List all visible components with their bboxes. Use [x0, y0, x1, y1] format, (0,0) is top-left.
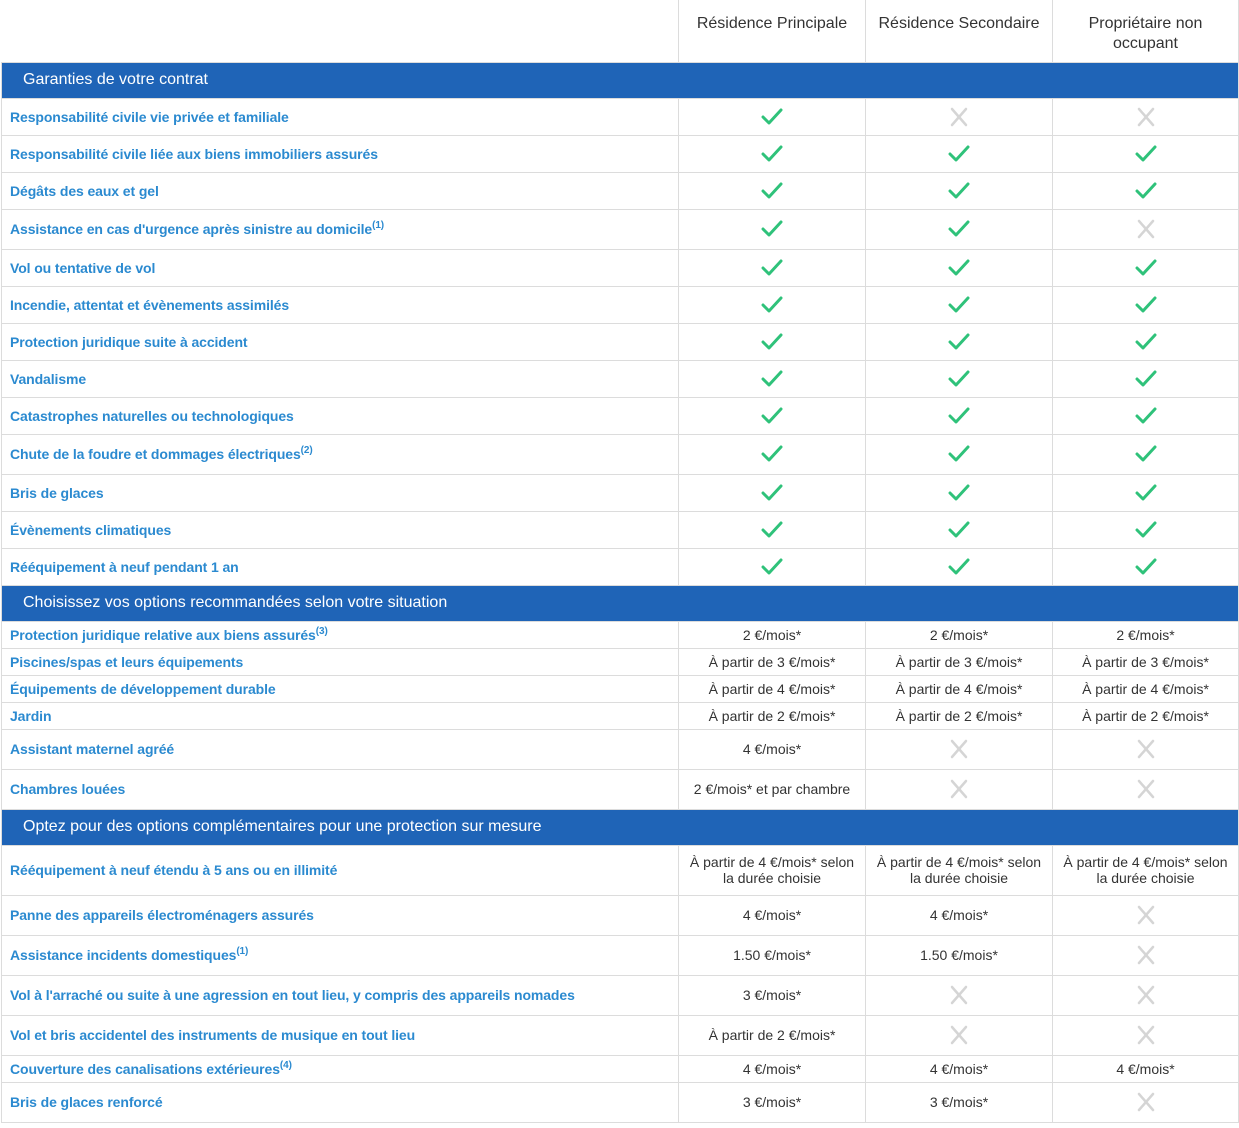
coverage-cell — [679, 511, 866, 548]
coverage-cell — [866, 769, 1053, 809]
table-row — [2, 702, 1239, 729]
row-label[interactable] — [2, 769, 679, 809]
section-options-recommandees — [2, 585, 1239, 621]
coverage-cell: 4 €/mois* — [679, 1055, 866, 1082]
row-label[interactable] — [2, 621, 679, 648]
coverage-cell — [1053, 895, 1239, 935]
coverage-cell — [866, 209, 1053, 249]
row-label[interactable] — [2, 1082, 679, 1122]
coverage-cell: À partir de 2 €/mois* — [679, 1015, 866, 1055]
check-icon — [948, 557, 970, 577]
row-label[interactable] — [2, 397, 679, 434]
row-label[interactable] — [2, 648, 679, 675]
row-label-text: Catastrophes naturelles ou technologiques — [10, 407, 294, 424]
coverage-cell — [1053, 434, 1239, 474]
coverage-cell: 2 €/mois* et par chambre — [679, 769, 866, 809]
coverage-cell — [679, 548, 866, 585]
cross-icon — [948, 985, 970, 1005]
table-row — [2, 1055, 1239, 1082]
coverage-cell — [679, 172, 866, 209]
coverage-cell — [1053, 548, 1239, 585]
table-row — [2, 769, 1239, 809]
coverage-cell: 4 €/mois* — [866, 1055, 1053, 1082]
coverage-cell — [866, 360, 1053, 397]
coverage-cell — [1053, 323, 1239, 360]
cross-icon — [948, 1025, 970, 1045]
check-icon — [761, 107, 783, 127]
check-icon — [948, 369, 970, 389]
coverage-cell: À partir de 4 €/mois* selon la durée choisie — [866, 845, 1053, 895]
footnote-ref: (1) — [372, 220, 385, 231]
coverage-cell: À partir de 3 €/mois* — [1053, 648, 1239, 675]
table-row — [2, 135, 1239, 172]
row-label-text: Vandalisme — [10, 370, 87, 387]
coverage-cell — [866, 474, 1053, 511]
cross-icon — [1135, 985, 1157, 1005]
coverage-cell: 1.50 €/mois* — [866, 935, 1053, 975]
check-icon — [1135, 483, 1157, 503]
footnote-ref: (2) — [300, 445, 313, 456]
section-options-complementaires — [2, 809, 1239, 845]
coverage-cell: À partir de 2 €/mois* — [866, 702, 1053, 729]
check-icon — [948, 444, 970, 464]
table-row — [2, 675, 1239, 702]
row-label-text: Dégâts des eaux et gel — [10, 182, 159, 199]
table-row — [2, 648, 1239, 675]
row-label-text: Jardin — [10, 707, 52, 724]
coverage-cell: À partir de 3 €/mois* — [866, 648, 1053, 675]
coverage-cell: 4 €/mois* — [679, 729, 866, 769]
row-label[interactable] — [2, 895, 679, 935]
check-icon — [1135, 144, 1157, 164]
check-icon — [1135, 258, 1157, 278]
coverage-cell — [679, 360, 866, 397]
section-title: Choisissez vos options recommandées selon votre situation — [2, 585, 1239, 621]
coverage-cell: À partir de 4 €/mois* — [866, 675, 1053, 702]
table-row — [2, 209, 1239, 249]
check-icon — [1135, 332, 1157, 352]
check-icon — [1135, 557, 1157, 577]
coverage-cell — [866, 729, 1053, 769]
row-label-text: Bris de glaces renforcé — [10, 1094, 163, 1110]
check-icon — [761, 144, 783, 164]
coverage-cell — [1053, 769, 1239, 809]
coverage-cell — [679, 249, 866, 286]
check-icon — [948, 181, 970, 201]
coverage-cell: À partir de 4 €/mois* — [679, 675, 866, 702]
row-label[interactable] — [2, 360, 679, 397]
coverage-cell — [1053, 286, 1239, 323]
cross-icon — [1135, 779, 1157, 799]
table-row — [2, 434, 1239, 474]
row-label-text: Équipements de développement durable — [10, 680, 276, 697]
check-icon — [761, 369, 783, 389]
row-label[interactable] — [2, 1055, 679, 1082]
check-icon — [761, 295, 783, 315]
row-label-text: Couverture des canalisations extérieures — [10, 1060, 280, 1077]
row-label-text: Panne des appareils électroménagers assurés — [10, 907, 314, 923]
cross-icon — [1135, 1025, 1157, 1045]
row-label[interactable] — [2, 975, 679, 1015]
coverage-cell — [679, 98, 866, 135]
check-icon — [948, 258, 970, 278]
footnote-ref: (3) — [315, 625, 328, 637]
guarantees-table — [1, 0, 1239, 1123]
coverage-cell: À partir de 3 €/mois* — [679, 648, 866, 675]
table-row — [2, 511, 1239, 548]
coverage-cell — [1053, 511, 1239, 548]
table-row — [2, 360, 1239, 397]
row-label[interactable] — [2, 135, 679, 172]
check-icon — [761, 258, 783, 278]
coverage-cell — [1053, 209, 1239, 249]
row-label[interactable] — [2, 434, 679, 474]
column-header-residence-principale: Résidence Principale — [679, 0, 866, 62]
check-icon — [1135, 520, 1157, 540]
coverage-cell — [1053, 360, 1239, 397]
coverage-cell: 4 €/mois* — [679, 895, 866, 935]
row-label[interactable] — [2, 845, 679, 895]
header-blank — [2, 0, 679, 62]
footnote-ref: (4) — [279, 1059, 292, 1071]
check-icon — [1135, 406, 1157, 426]
coverage-cell: 2 €/mois* — [866, 621, 1053, 648]
row-label-text: Assistance en cas d'urgence après sinistre au domicile — [10, 221, 373, 237]
row-label-text: Assistant maternel agréé — [10, 741, 175, 757]
row-label-text: Bris de glaces — [10, 484, 104, 501]
cross-icon — [1135, 219, 1157, 239]
row-label-text: Rééquipement à neuf pendant 1 an — [10, 558, 239, 575]
coverage-cell — [866, 323, 1053, 360]
check-icon — [1135, 444, 1157, 464]
row-label[interactable] — [2, 323, 679, 360]
coverage-cell — [1053, 474, 1239, 511]
row-label[interactable] — [2, 675, 679, 702]
table-row — [2, 975, 1239, 1015]
check-icon — [948, 144, 970, 164]
coverage-cell: 3 €/mois* — [679, 975, 866, 1015]
table-row — [2, 1015, 1239, 1055]
check-icon — [948, 483, 970, 503]
coverage-cell — [1053, 935, 1239, 975]
table-row — [2, 729, 1239, 769]
check-icon — [761, 520, 783, 540]
coverage-cell — [679, 286, 866, 323]
row-label[interactable] — [2, 286, 679, 323]
table-row — [2, 249, 1239, 286]
table-row — [2, 397, 1239, 434]
coverage-cell — [679, 323, 866, 360]
row-label-text: Chambres louées — [10, 781, 126, 797]
coverage-cell — [866, 434, 1053, 474]
header-row — [2, 0, 1239, 62]
coverage-cell: 2 €/mois* — [1053, 621, 1239, 648]
coverage-cell: À partir de 4 €/mois* selon la durée choisie — [1053, 845, 1239, 895]
coverage-cell — [1053, 975, 1239, 1015]
coverage-cell: 4 €/mois* — [866, 895, 1053, 935]
check-icon — [1135, 295, 1157, 315]
check-icon — [948, 332, 970, 352]
section-title: Optez pour des options complémentaires pour une protection sur mesure — [2, 809, 1239, 845]
table-row — [2, 895, 1239, 935]
row-label[interactable] — [2, 511, 679, 548]
coverage-cell: 2 €/mois* — [679, 621, 866, 648]
row-label[interactable] — [2, 172, 679, 209]
coverage-cell — [866, 286, 1053, 323]
coverage-cell — [1053, 249, 1239, 286]
coverage-cell: 1.50 €/mois* — [679, 935, 866, 975]
row-label[interactable] — [2, 98, 679, 135]
table-row — [2, 323, 1239, 360]
check-icon — [761, 332, 783, 352]
cross-icon — [948, 779, 970, 799]
table-row — [2, 935, 1239, 975]
row-label-text: Chute de la foudre et dommages électriques — [10, 446, 301, 462]
row-label[interactable] — [2, 935, 679, 975]
coverage-cell — [1053, 1082, 1239, 1122]
row-label-text: Protection juridique relative aux biens assurés — [10, 626, 316, 643]
cross-icon — [1135, 1092, 1157, 1112]
row-label-text: Évènements climatiques — [10, 521, 172, 538]
check-icon — [761, 444, 783, 464]
coverage-cell: 4 €/mois* — [1053, 1055, 1239, 1082]
coverage-cell — [866, 1015, 1053, 1055]
cross-icon — [1135, 945, 1157, 965]
coverage-cell: 3 €/mois* — [866, 1082, 1053, 1122]
footnote-ref: (1) — [236, 946, 249, 957]
coverage-cell — [866, 135, 1053, 172]
check-icon — [948, 406, 970, 426]
row-label-text: Protection juridique suite à accident — [10, 333, 248, 350]
table-row — [2, 286, 1239, 323]
row-label-text: Responsabilité civile vie privée et familiale — [10, 108, 289, 125]
coverage-cell — [1053, 98, 1239, 135]
check-icon — [761, 483, 783, 503]
check-icon — [1135, 181, 1157, 201]
coverage-cell — [1053, 172, 1239, 209]
row-label[interactable] — [2, 1015, 679, 1055]
row-label-text: Assistance incidents domestiques — [10, 947, 237, 963]
section-title: Garanties de votre contrat — [2, 62, 1239, 98]
row-label[interactable] — [2, 729, 679, 769]
coverage-cell: 3 €/mois* — [679, 1082, 866, 1122]
check-icon — [948, 520, 970, 540]
table-row — [2, 172, 1239, 209]
row-label-text: Piscines/spas et leurs équipements — [10, 653, 244, 670]
coverage-cell — [866, 548, 1053, 585]
row-label-text: Vol ou tentative de vol — [10, 259, 156, 276]
table-row — [2, 621, 1239, 648]
coverage-cell — [1053, 397, 1239, 434]
row-label-text: Incendie, attentat et évènements assimilés — [10, 296, 290, 313]
table-row — [2, 845, 1239, 895]
table-row — [2, 548, 1239, 585]
column-header-residence-secondaire: Résidence Secondaire — [866, 0, 1053, 62]
coverage-cell — [679, 397, 866, 434]
table-row — [2, 98, 1239, 135]
coverage-cell — [1053, 1015, 1239, 1055]
coverage-cell — [866, 397, 1053, 434]
coverage-cell — [679, 135, 866, 172]
table-row — [2, 474, 1239, 511]
coverage-cell: À partir de 2 €/mois* — [679, 702, 866, 729]
row-label-text: Vol à l'arraché ou suite à une agression en tout lieu, y compris des appareils nomades — [10, 987, 575, 1003]
cross-icon — [1135, 739, 1157, 759]
cross-icon — [948, 107, 970, 127]
check-icon — [761, 406, 783, 426]
table-row — [2, 1082, 1239, 1122]
check-icon — [761, 557, 783, 577]
check-icon — [948, 219, 970, 239]
row-label[interactable] — [2, 209, 679, 249]
coverage-cell — [866, 249, 1053, 286]
cross-icon — [1135, 905, 1157, 925]
coverage-cell — [866, 98, 1053, 135]
row-label[interactable] — [2, 249, 679, 286]
coverage-cell — [1053, 135, 1239, 172]
cross-icon — [948, 739, 970, 759]
cross-icon — [1135, 107, 1157, 127]
column-header-proprietaire-non-occupant: Propriétaire non occupant — [1053, 0, 1239, 62]
row-label-text: Vol et bris accidentel des instruments de musique en tout lieu — [10, 1027, 416, 1043]
row-label[interactable] — [2, 548, 679, 585]
row-label[interactable] — [2, 702, 679, 729]
coverage-cell — [866, 172, 1053, 209]
coverage-cell — [1053, 729, 1239, 769]
coverage-cell: À partir de 4 €/mois* selon la durée choisie — [679, 845, 866, 895]
row-label-text: Rééquipement à neuf étendu à 5 ans ou en illimité — [10, 862, 338, 878]
section-garanties-contrat — [2, 62, 1239, 98]
row-label-text: Responsabilité civile liée aux biens immobiliers assurés — [10, 145, 378, 162]
coverage-cell: À partir de 4 €/mois* — [1053, 675, 1239, 702]
coverage-cell — [679, 434, 866, 474]
check-icon — [761, 181, 783, 201]
coverage-cell — [679, 209, 866, 249]
check-icon — [761, 219, 783, 239]
check-icon — [1135, 369, 1157, 389]
coverage-cell — [866, 975, 1053, 1015]
coverage-cell: À partir de 2 €/mois* — [1053, 702, 1239, 729]
row-label[interactable] — [2, 474, 679, 511]
check-icon — [948, 295, 970, 315]
coverage-cell — [679, 474, 866, 511]
coverage-cell — [866, 511, 1053, 548]
